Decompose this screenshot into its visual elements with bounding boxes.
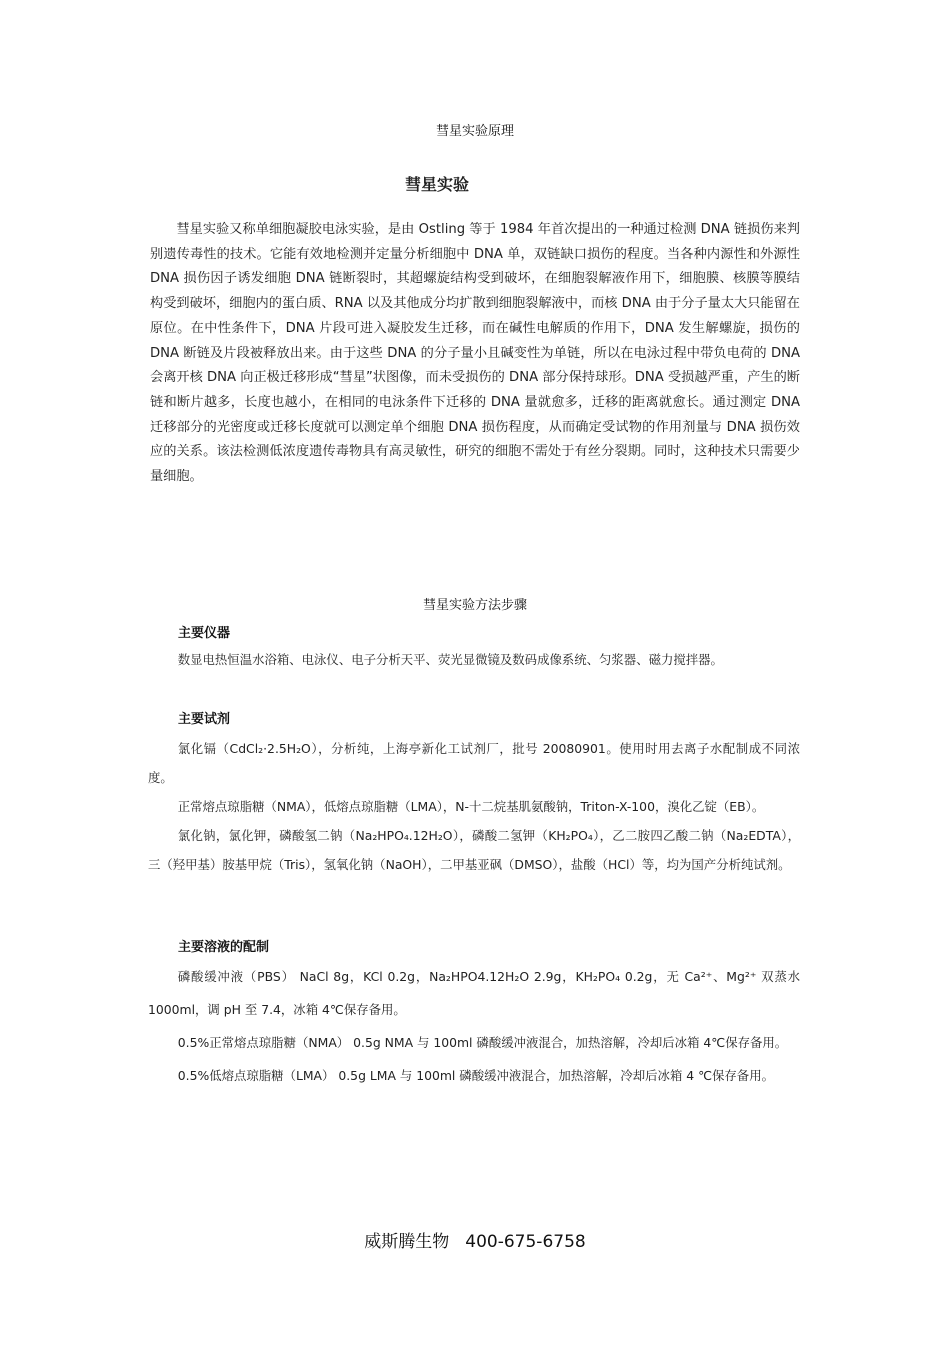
phone-number: 400-675-6758 xyxy=(465,1232,586,1252)
reagent-paragraph-2: 正常熔点琼脂糖（NMA），低熔点琼脂糖（LMA），N-十二烷基肌氨酸钠，Triton-X-100，溴化乙锭（EB）。 xyxy=(177,799,765,814)
reagent-paragraph-1: 氯化镉（CdCl₂·2.5H₂O），分析纯，上海亭新化工试剂厂，批号 20080901。使用时用去离子水配制成不同浓度。 xyxy=(148,741,800,785)
pbs-paragraph: 磷酸缓冲液（PBS） NaCl 8g，KCl 0.2g，Na₂HPO4.12H₂O 2.9g，KH₂PO₄ 0.2g，无 Ca²⁺、Mg²⁺ 双蒸水 1000ml，调 pH 至 7.4，冰箱 4℃保存备用。 xyxy=(148,969,800,1017)
reagents-heading: 主要试剂 xyxy=(178,712,231,727)
footer xyxy=(0,1227,950,1252)
methods-title: 彗星实验方法步骤 xyxy=(422,598,527,613)
intro-paragraph: 彗星实验又称单细胞凝胶电泳实验，是由 Ostling 等于 1984 年首次提出的一种通过检测 DNA 链损伤来判别遗传毒性的技术。它能有效地检测并定量分析细胞中 DNA 单，双链缺口损伤的程度。当各种内源性和外源性 DNA 损伤因子诱发细胞 DNA 链断裂时，其超螺旋结构受到破坏，在细胞裂解液作用下，细胞膜、核膜等膜结构受到破坏，细胞内的蛋白质、RNA 以及其他成分均扩散到细胞裂解液中，而核 DNA 由于分子量太大只能留在原位。在中性条件下，DNA 片段可进入凝胶发生迁移，而在碱性电解质的作用下，DNA 发生解螺旋，损伤的 DNA 断链及片段被释放出来。由于这些 DNA 的分子量小且碱变性为单链，所以在电泳过程中带负电荷的 DNA 会离开核 DNA 向正极迁移形成“彗星”状图像，而未受损伤的 DNA 部分保持球形。DNA 受损越严重，产生的断链和断片越多，长度也越小，在相同的电泳条件下迁移的 DNA 量就愈多，迁移的距离就愈长。通过测定 DNA 迁移部分的光密度或迁移长度就可以测定单个细胞 DNA 损伤程度，从而确定受试物的作用剂量与 DNA 损伤效应的关系。该法检测低浓度遗传毒物具有高灵敏性，研究的细胞不需处于有丝分裂期。同时，这种技术只需要少量细胞。 xyxy=(150,222,800,485)
instruments-heading: 主要仪器 xyxy=(178,626,231,641)
company-name: 威斯腾生物 xyxy=(364,1232,450,1252)
solutions-heading: 主要溶液的配制 xyxy=(178,940,270,955)
lma-paragraph: 0.5%低熔点琼脂糖（LMA） 0.5g LMA 与 100ml 磷酸缓冲液混合，加热溶解，冷却后冰箱 4 ℃保存备用。 xyxy=(177,1068,774,1083)
instruments-section xyxy=(148,646,800,674)
comet-assay-heading: 彗星实验 xyxy=(404,175,469,194)
document-title: 彗星实验原理 xyxy=(435,124,514,139)
instruments-text: 数显电热恒温水浴箱、电泳仪、电子分析天平、荧光显微镜及数码成像系统、匀浆器、磁力搅拌器。 xyxy=(177,652,723,667)
solutions-section xyxy=(148,960,800,1092)
reagents-section xyxy=(148,734,800,879)
reagent-paragraph-3: 氯化钠，氯化钾，磷酸氢二钠（Na₂HPO₄.12H₂O），磷酸二氢钾（KH₂PO₄），乙二胺四乙酸二钠（Na₂EDTA），三（羟甲基）胺基甲烷（Tris），氢氧化钠（NaOH），二甲基亚砜（DMSO），盐酸（HCl）等，均为国产分析纯试剂。 xyxy=(148,828,800,872)
nma-paragraph: 0.5%正常熔点琼脂糖（NMA） 0.5g NMA 与 100ml 磷酸缓冲液混合，加热溶解，冷却后冰箱 4℃保存备用。 xyxy=(177,1035,788,1050)
